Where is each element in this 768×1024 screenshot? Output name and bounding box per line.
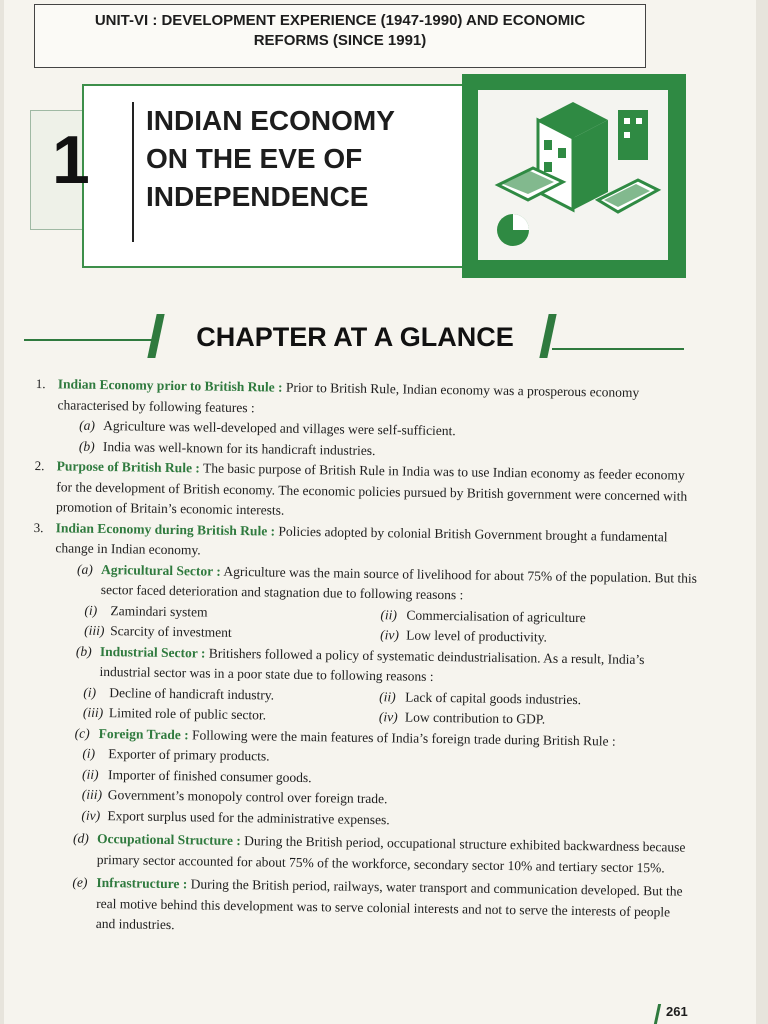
reason-item: (iii) Scarcity of investment [84,622,232,640]
sector-item: (a) Agricultural Sector : Agriculture was the main source of livelihood for about 75% of the population. But this sector faced deterioration and stagnation due to following reasons : [77,561,698,603]
sector-item: (e) Infrastructure : During the British period, railways, water transport and communication developed. But the real motive behind this development was to serve colonial interests and not to serve the interests of people and industries. [72,874,683,933]
item-text: The basic purpose of British Rule in India was to use Indian economy as feeder economy for the development of British economy. The economic policies pursued by British government were concerned with promotion of Britain’s economic interests. [55,460,688,518]
item-heading: Purpose of British Rule : [56,458,200,476]
list-item: 2. Purpose of British Rule : The basic purpose of British Rule in India was to use Indian economy as feeder economy for the development of British economy. The economic policies pursued by British government were concerned with promotion of Britain’s economic interests. [34,457,688,518]
item-text: Policies adopted by colonial British Government brought a fundamental change in Indian economy. [55,523,668,558]
reason-item: (iv) Export surplus used for the administrative expenses. [81,807,390,827]
item-text: Prior to British Rule, Indian economy was a prosperous economy characterised by following features : [57,379,640,415]
reason-item: (ii) Lack of capital goods industries. [379,688,582,707]
list-item: 3. Indian Economy during British Rule : Policies adopted by colonial British Government brought a fundamental change in Indian economy. [33,519,668,558]
reason-item: (ii) Importer of finished consumer goods. [81,766,312,785]
reason-item: (iv) Low level of productivity. [380,627,548,645]
chapter-title-line: INDIAN ECONOMY [146,105,395,136]
unit-header [34,4,646,68]
item-heading: Indian Economy during British Rule : [55,519,276,539]
chapter-illustration [462,74,686,278]
unit-header-line2: REFORMS (SINCE 1991) [253,32,427,49]
section-heading [24,310,684,362]
page-number: 261 [666,1004,688,1019]
trade-features [29,743,694,835]
sector-item: (b) Industrial Sector : Britishers followed a policy of systematic deindustrialisation. As a result, India’s industrial sector was in a poor state due to following reasons : [75,643,645,684]
chapter-summary [28,374,700,943]
reason-item: (ii) Commercialisation of agriculture [380,606,586,625]
reason-item: (iii) Government’s monopoly control over foreign trade. [81,786,388,807]
isometric-buildings-icon [478,90,668,260]
reason-item: (i) Zamindari system [84,602,208,620]
section-rule-right [552,348,684,350]
chapter-title-line: ON THE EVE OF [146,143,363,174]
reason-item: (i) Decline of handicraft industry. [83,684,275,703]
illustration-panel [478,90,668,260]
reason-item: (iv) Low contribution to GDP. [378,709,546,727]
reason-item: (i) Exporter of primary products. [82,745,270,764]
chapter-banner [30,74,686,274]
sub-item: (a) Agriculture was well-developed and villages were self-sufficient. [79,417,456,439]
chapter-number: 1 [52,122,90,198]
section-title: CHAPTER AT A GLANCE [196,322,514,352]
sector-item: (d) Occupational Structure : During the British period, occupational structure exhibited backwardness because primary sector accounted for about 75% of the workforce, secondary sector 10% and tertiary sector 15%. [73,830,686,875]
chapter-number-divider [132,102,134,242]
textbook-page [4,0,756,1024]
chapter-title-line: INDEPENDENCE [146,181,369,212]
chapter-title [146,102,466,216]
item-heading: Indian Economy prior to British Rule : [57,376,283,395]
section-rule-left [24,339,154,341]
list-item: 1. Indian Economy prior to British Rule : Prior to British Rule, Indian economy was a prosperous economy characterised by following features : [35,375,640,415]
reason-item: (iii) Limited role of public sector. [82,704,267,723]
sub-item: (b) India was well-known for its handicraft industries. [78,438,376,458]
page-number-marker [654,1004,661,1024]
sector-item: (c) Foreign Trade : Following were the main features of India’s foreign trade during British Rule : [74,725,616,749]
unit-header-line1: UNIT-VI : DEVELOPMENT EXPERIENCE (1947-1990) AND ECONOMIC [94,12,586,29]
